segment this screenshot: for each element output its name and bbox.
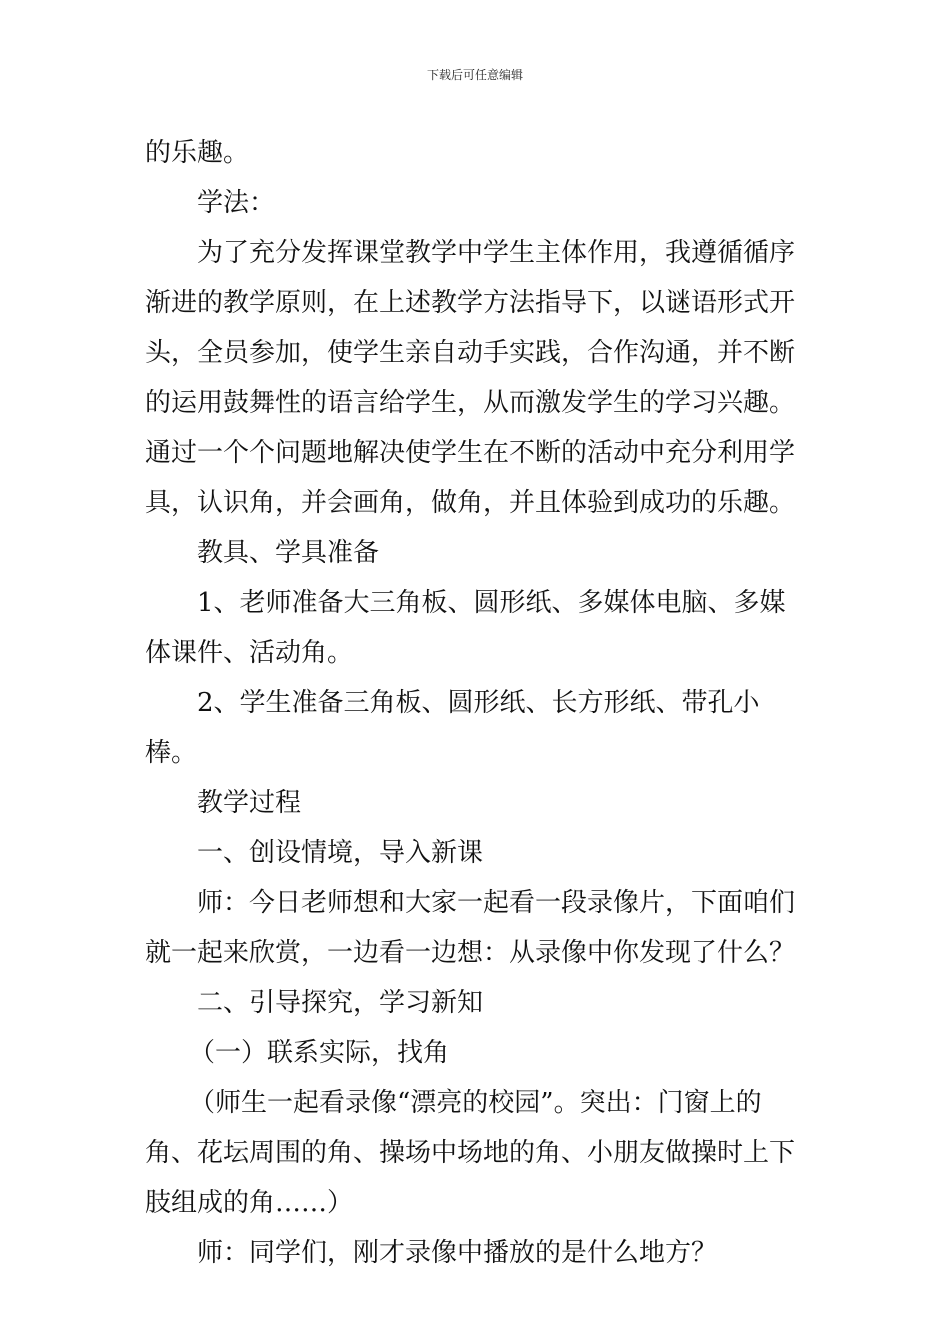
paragraph-process-heading: 教学过程 xyxy=(197,788,302,818)
paragraph-subsection-one: （一）联系实际，找角 xyxy=(189,1038,450,1068)
paragraph-teacher-intro: 师：今日老师想和大家一起看一段录像片，下面咱们就一起来欣赏，一边看一边想：从录像中你发现了什么？ xyxy=(145,888,796,968)
document-body xyxy=(145,128,810,1278)
paragraph-materials-heading: 教具、学具准备 xyxy=(197,538,380,568)
paragraph-teacher-materials: 1、老师准备大三角板、圆形纸、多媒体电脑、多媒体课件、活动角。 xyxy=(145,588,786,668)
page-header: 下载后可任意编辑 xyxy=(426,68,523,82)
paragraph-continuation: 的乐趣。 xyxy=(145,138,250,168)
paragraph-section-two: 二、引导探究，学习新知 xyxy=(197,988,484,1018)
paragraph-section-one: 一、创设情境，导入新课 xyxy=(197,838,484,868)
paragraph-study-method: 为了充分发挥课堂教学中学生主体作用，我遵循循序渐进的教学原则，在上述教学方法指导下，以谜语形式开头，全员参加，使学生亲自动手实践，合作沟通，并不断的运用鼓舞性的语言给学生，从而激发学生的学习兴趣。通过一个个问题地解决使学生在不断的活动中充分利用学具，认识角，并会画角，做角，并且体验到成功的乐趣。 xyxy=(145,238,796,518)
paragraph-teacher-question: 师：同学们，刚才录像中播放的是什么地方？ xyxy=(197,1238,718,1268)
paragraph-student-materials: 2、学生准备三角板、圆形纸、长方形纸、带孔小棒。 xyxy=(145,688,760,768)
paragraph-video-note: （师生一起看录像“漂亮的校园”。突出：门窗上的角、花坛周围的角、操场中场地的角、小朋友做操时上下肢组成的角……） xyxy=(145,1088,796,1218)
paragraph-study-method-heading: 学法： xyxy=(197,188,276,218)
